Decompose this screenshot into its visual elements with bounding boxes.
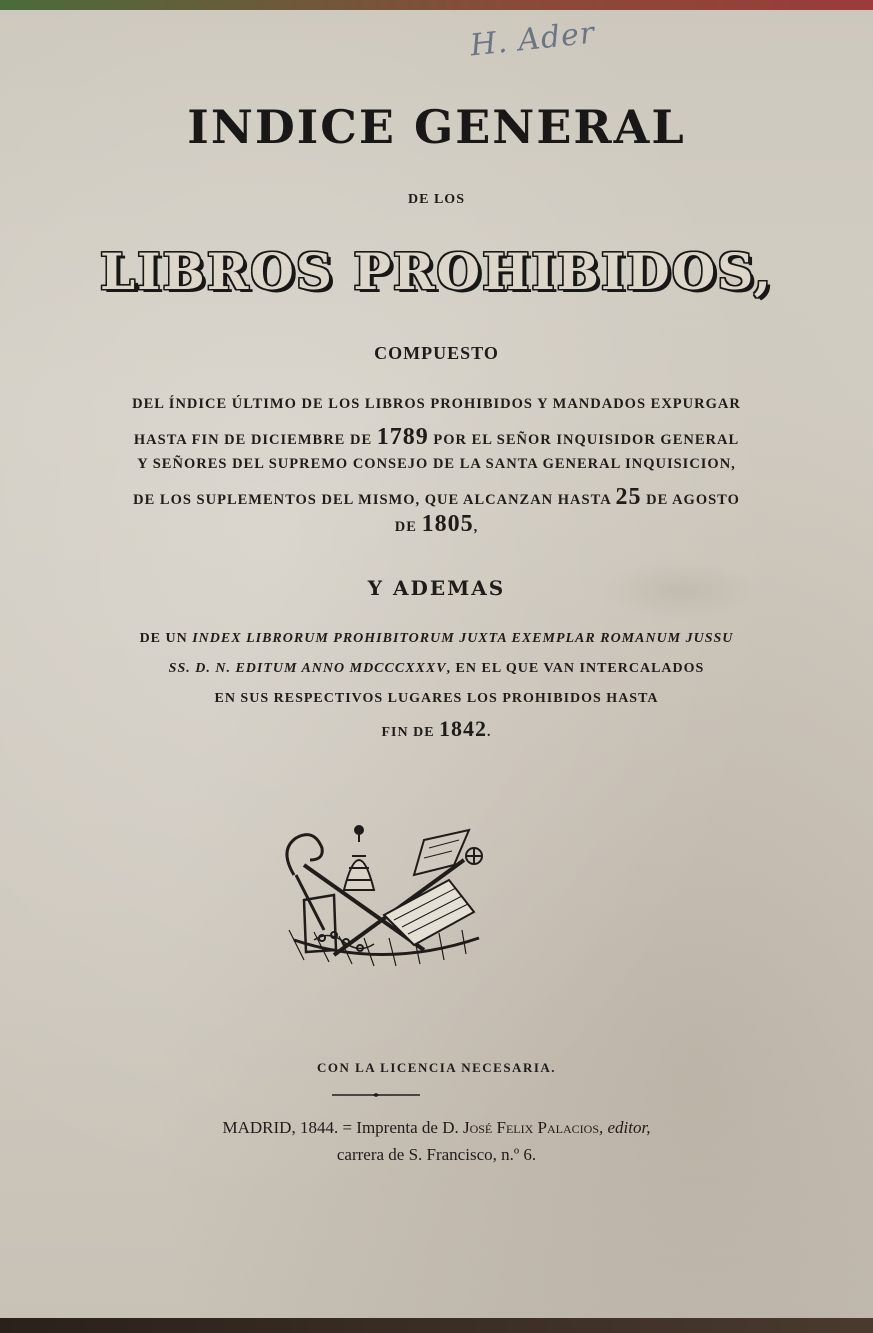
- imprint-address: carrera de S. Francisco, n.º 6.: [336, 1145, 537, 1164]
- second-line-1: [30, 631, 843, 647]
- main-title-line2: LIBROS PROHIBIDOS,: [99, 242, 774, 301]
- description-text: ,: [473, 519, 479, 535]
- description-line-2: [30, 424, 843, 451]
- description-text: HASTA FIN DE DICIEMBRE DE: [133, 432, 373, 448]
- second-text: , EN EL QUE VAN INTERCALADOS: [446, 661, 705, 676]
- ademas-heading: Y ADEMAS: [367, 576, 506, 600]
- description-line-4: [30, 484, 843, 511]
- second-text: FIN DE: [381, 725, 435, 740]
- title-connector: DE LOS: [408, 192, 465, 207]
- bottom-edge: [0, 1318, 873, 1333]
- printer-role: , editor,: [599, 1118, 651, 1137]
- description-line-1: [30, 396, 843, 413]
- second-line-3: [30, 691, 843, 707]
- description-line-5: [30, 511, 843, 538]
- latin-title: INDEX LIBRORUM PROHIBITORUM JUXTA EXEMPLAR ROMANUM JUSSU: [192, 631, 734, 646]
- ornamental-rule: [332, 1093, 420, 1097]
- papal-emblem-icon: [274, 820, 494, 968]
- main-title-line1: INDICE GENERAL: [187, 100, 686, 154]
- description-line-3: [30, 456, 843, 473]
- second-text: DE UN: [139, 631, 188, 646]
- handwritten-note: H. Ader: [468, 15, 597, 64]
- day-25: 25: [615, 484, 642, 510]
- description-text: DEL ÍNDICE ÚLTIMO DE LOS LIBROS PROHIBIDOS Y MANDADOS EXPURGAR: [132, 396, 741, 412]
- year-1842: 1842: [439, 716, 488, 741]
- second-text: EN SUS RESPECTIVOS LUGARES LOS PROHIBIDOS HASTA: [214, 691, 659, 706]
- imprint-city: MADRID, 1844. = Imprenta de D.: [222, 1118, 459, 1137]
- description-text: DE AGOSTO: [646, 492, 740, 508]
- imprint-line: [0, 1118, 873, 1138]
- second-line-2: [30, 661, 843, 677]
- latin-title: SS. D. N. EDITUM ANNO MDCCCXXXV: [168, 661, 447, 676]
- printer-name: José Felix Palacios: [462, 1118, 599, 1137]
- description-text: DE LOS SUPLEMENTOS DEL MISMO, QUE ALCANZAN HASTA: [133, 492, 611, 508]
- description-text: DE: [394, 519, 417, 535]
- top-edge: [0, 0, 873, 10]
- second-line-4: [30, 716, 843, 742]
- description-text: POR EL SEÑOR INQUISIDOR GENERAL: [433, 432, 740, 448]
- year-1805: 1805: [421, 511, 474, 537]
- year-1789: 1789: [376, 424, 429, 450]
- second-text: .: [487, 725, 492, 740]
- compuesto-heading: COMPUESTO: [374, 343, 499, 363]
- description-text: Y SEÑORES DEL SUPREMO CONSEJO DE LA SANTA GENERAL INQUISICION,: [137, 456, 736, 472]
- licence-statement: CON LA LICENCIA NECESARIA.: [316, 1060, 557, 1075]
